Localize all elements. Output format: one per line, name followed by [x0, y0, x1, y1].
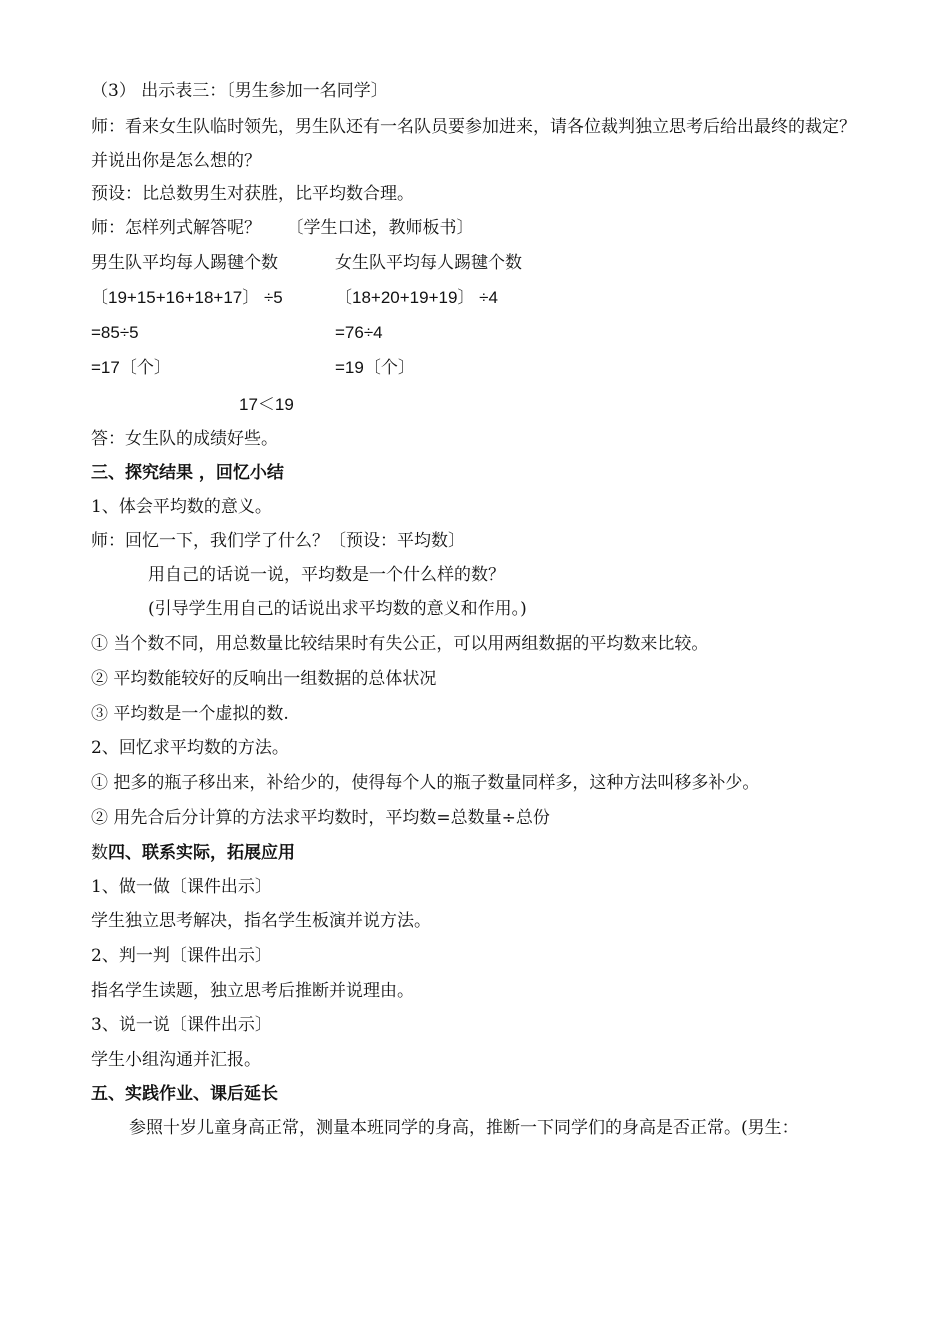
- table-three-heading: （3） 出示表三：〔男生参加一名同学〕: [91, 81, 388, 101]
- point-two: ② 平均数能较好的反响出一组数据的总体状况: [91, 669, 437, 689]
- activity-one: 1、做一做〔课件出示〕: [91, 877, 272, 897]
- activity-three: 3、说一说〔课件出示〕: [91, 1015, 272, 1035]
- point-three: ③ 平均数是一个虚拟的数.: [91, 704, 289, 724]
- answer-line: 答：女生队的成绩好些。: [91, 429, 278, 449]
- boys-formula: 〔19+15+16+18+17〕 ÷5: [91, 288, 283, 307]
- guidance-note: (引导学生用自己的话说出求平均数的意义和作用。): [148, 599, 527, 619]
- section-four-line: [91, 842, 295, 864]
- comparison-line: 17＜19: [239, 395, 294, 414]
- girls-formula: 〔18+20+19+19〕 ÷4: [335, 288, 498, 307]
- boys-result: =17〔个〕: [91, 358, 171, 377]
- describe-average-prompt: 用自己的话说一说，平均数是一个什么样的数？: [148, 565, 505, 585]
- girls-average-label: 女生队平均每人踢毽个数: [335, 253, 522, 273]
- girls-result: =19〔个〕: [335, 358, 415, 377]
- item-two-method: 2、回忆求平均数的方法。: [91, 738, 289, 758]
- preset-answer-line: 预设：比总数男生对获胜，比平均数合理。: [91, 184, 414, 204]
- homework-paragraph: 参照十岁儿童身高正常，测量本班同学的身高，推断一下同学们的身高是否正常。(男生：: [129, 1118, 799, 1138]
- teacher-question-paragraph: 师：看来女生队临时领先，男生队还有一名队员要参加进来，请各位裁判独立思考后给出最终的裁定？并说出你是怎么想的？: [91, 117, 856, 171]
- method-one: ① 把多的瓶子移出来，补给少的，使得每个人的瓶子数量同样多，这种方法叫移多补少。: [91, 773, 760, 793]
- section-three-heading: 三、探究结果 ，回忆小结: [91, 463, 284, 483]
- boys-average-label: 男生队平均每人踢毽个数: [91, 253, 278, 273]
- activity-one-detail: 学生独立思考解决，指名学生板演并说方法。: [91, 911, 431, 931]
- activity-three-detail: 学生小组沟通并汇报。: [91, 1050, 261, 1070]
- item-one-meaning: 1、体会平均数的意义。: [91, 497, 272, 517]
- teacher-formula-prompt: 师：怎样列式解答呢？ 〔学生口述，教师板书〕: [91, 218, 474, 238]
- girls-step-one: =76÷4: [335, 323, 383, 342]
- activity-two: 2、判一判〔课件出示〕: [91, 946, 272, 966]
- stray-character: 数: [91, 843, 108, 863]
- activity-two-detail: 指名学生读题，独立思考后推断并说理由。: [91, 981, 414, 1001]
- point-one: ① 当个数不同，用总数量比较结果时有失公正，可以用两组数据的平均数来比较。: [91, 634, 709, 654]
- method-two: ② 用先合后分计算的方法求平均数时，平均数=总数量÷总份: [91, 808, 550, 828]
- boys-step-one: =85÷5: [91, 323, 139, 342]
- section-four-heading: 四、联系实际，拓展应用: [108, 843, 295, 863]
- section-five-heading: 五、实践作业、课后延长: [91, 1084, 278, 1104]
- teacher-review-line: 师：回忆一下，我们学了什么？〔预设：平均数〕: [91, 531, 465, 551]
